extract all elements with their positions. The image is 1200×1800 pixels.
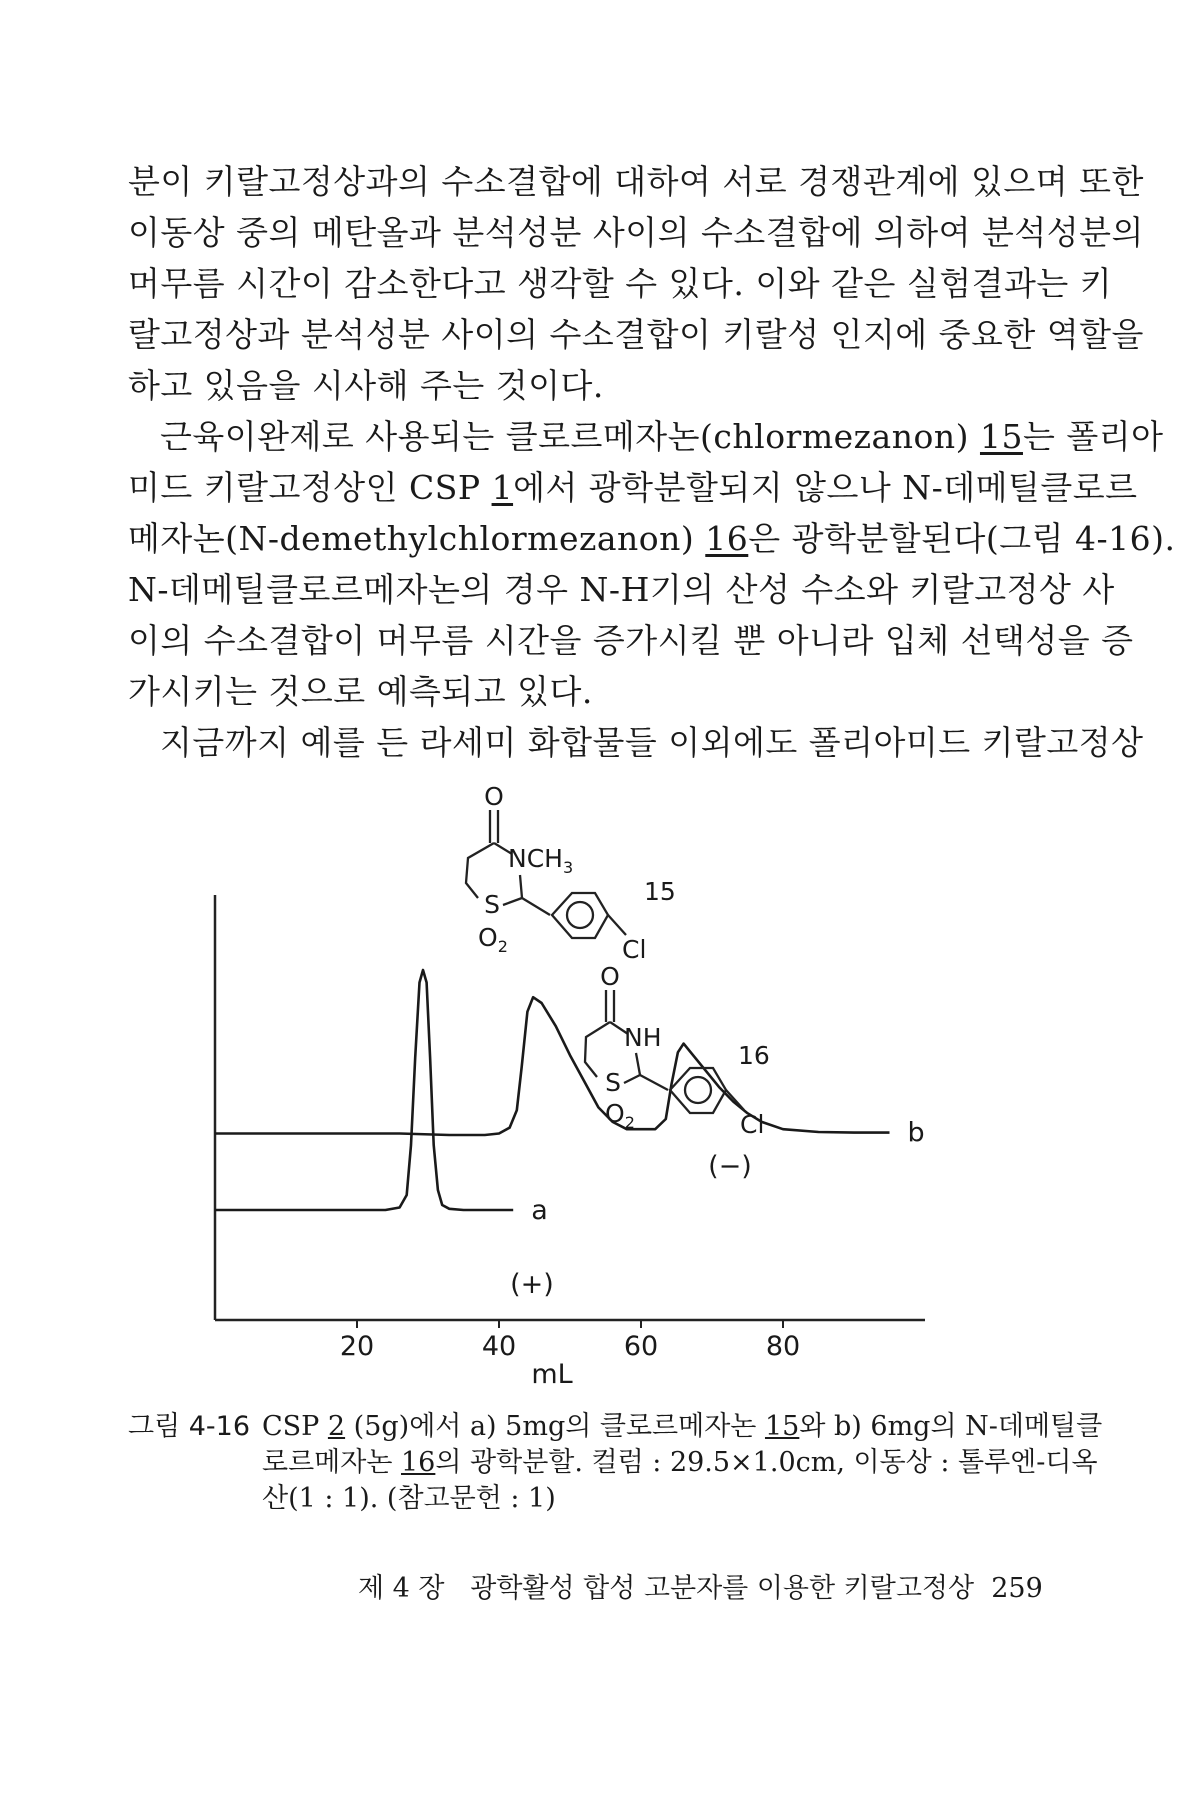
paragraph-line: 지금까지 예를 든 라세미 화합물들 이외에도 폴리아미드 키랄고정상: [160, 723, 1144, 762]
figure-label: 그림 4-16: [128, 1411, 251, 1442]
nitrogen-label: NH: [624, 1023, 662, 1052]
sulfur-label: S: [484, 890, 500, 919]
x-tick-label: 20: [339, 1331, 375, 1362]
subscript: 2: [624, 1113, 635, 1132]
bond: [520, 875, 522, 898]
bond: [608, 915, 626, 935]
series-line-a: [215, 970, 513, 1210]
nitrogen-text: NCH: [508, 844, 563, 873]
paragraph-line: 랄고정상과 분석성분 사이의 수소결합이 키랄성 인지에 중요한 역할을: [128, 315, 1144, 354]
text-span: 와 b) 6mg의 N-데메틸클: [799, 1411, 1103, 1442]
x-tick-label: 60: [623, 1331, 659, 1362]
chlorine-label: Cl: [740, 1110, 765, 1139]
chart-series: [215, 970, 925, 1226]
benzene-ring: [552, 893, 608, 938]
series-label-a: a: [531, 1195, 548, 1226]
benzene-ring: [670, 1068, 726, 1113]
paragraph-line: 분이 키랄고정상과의 수소결합에 대하여 서로 경쟁관계에 있으며 또한: [128, 162, 1144, 201]
sulfur-label: S: [605, 1068, 621, 1097]
text-span: 은 광학분할된다(그림 4-16).: [748, 519, 1176, 558]
bond: [503, 898, 522, 905]
x-tick-label: 80: [765, 1331, 801, 1362]
text-span: (5g)에서 a) 5mg의 클로르메자논: [345, 1411, 765, 1442]
bond: [640, 1075, 668, 1090]
caption-line: [262, 1446, 1098, 1480]
compound-ref-16: 16: [401, 1447, 436, 1478]
compound-number-15: 15: [644, 877, 676, 906]
nitrogen-label: [508, 844, 573, 877]
caption-line: 산(1 : 1). (참고문헌 : 1): [262, 1483, 556, 1514]
x-axis-label: mL: [531, 1359, 573, 1390]
text-span: 근육이완제로 사용되는 클로르메자논(chlormezanon): [160, 417, 980, 456]
text-span: 메자논(N-demethylchlormezanon): [128, 519, 706, 558]
chart-axes: [215, 895, 925, 1320]
paragraph-line: N-데메틸클로르메자논의 경우 N-H기의 산성 수소와 키랄고정상 사: [128, 570, 1115, 609]
oxygen-label: O: [484, 782, 504, 811]
text-span: 로르메자논: [262, 1447, 401, 1478]
compound-ref-15: 15: [979, 417, 1023, 456]
series-line-b: [215, 997, 890, 1135]
chlorine-label: Cl: [622, 935, 647, 964]
oxygen-label: O: [600, 962, 620, 991]
oxygen-text: O: [478, 923, 498, 952]
chapter-label: 제 4 장: [358, 1573, 445, 1604]
paragraph-line: 가시키는 것으로 예측되고 있다.: [128, 672, 593, 711]
paragraph-line: 이동상 중의 메탄올과 분석성분 사이의 수소결합에 의하여 분석성분의: [128, 213, 1144, 252]
chapter-title: 광학활성 합성 고분자를 이용한 키랄고정상: [470, 1573, 975, 1604]
paragraph-line: 이의 수소결합이 머무름 시간을 증가시킬 뿐 아니라 입체 선택성을 증: [128, 621, 1134, 660]
compound-16-labels: [600, 962, 770, 1139]
bond: [636, 1053, 640, 1075]
text-span: 의 광학분할. 컬럼 : 29.5×1.0cm, 이동상 : 톨루엔-디옥: [435, 1447, 1098, 1478]
benzene-circle: [685, 1077, 711, 1103]
benzene-circle: [567, 902, 593, 928]
compound-number-16: 16: [738, 1041, 770, 1070]
paragraph-line: 머무름 시간이 감소한다고 생각할 수 있다. 이와 같은 실험결과는 키: [128, 264, 1113, 303]
caption-line: [262, 1410, 1102, 1444]
x-tick-label: 40: [481, 1331, 517, 1362]
csp-ref-1: 1: [491, 468, 514, 507]
text-span: CSP: [262, 1411, 328, 1442]
series-label-b: b: [907, 1117, 925, 1149]
oxygen-text: O: [605, 1099, 625, 1128]
bond: [624, 1075, 640, 1083]
compound-15-labels: [478, 782, 676, 964]
sulfone-label: [478, 923, 508, 956]
x-ticks: [340, 1320, 800, 1362]
subscript: 2: [497, 937, 508, 956]
running-footer: [358, 1572, 1043, 1606]
peak-minus-label: (−): [708, 1151, 752, 1182]
sulfone-label: [605, 1099, 635, 1132]
subscript: 3: [562, 858, 574, 877]
peak-plus-label: (+): [510, 1269, 554, 1300]
paragraph-line: 하고 있음을 시사해 주는 것이다.: [128, 366, 604, 405]
page-number: 259: [991, 1573, 1043, 1604]
text-span: 에서 광학분할되지 않으나 N-데메틸클로르: [513, 468, 1138, 507]
bond: [522, 898, 550, 915]
csp-ref-2: 2: [327, 1411, 346, 1442]
compound-ref-15: 15: [764, 1411, 800, 1442]
bond: [726, 1090, 744, 1110]
compound-ref-16: 16: [705, 519, 749, 558]
text-span: 는 폴리아: [1022, 417, 1164, 456]
text-span: 미드 키랄고정상인 CSP: [128, 468, 492, 507]
